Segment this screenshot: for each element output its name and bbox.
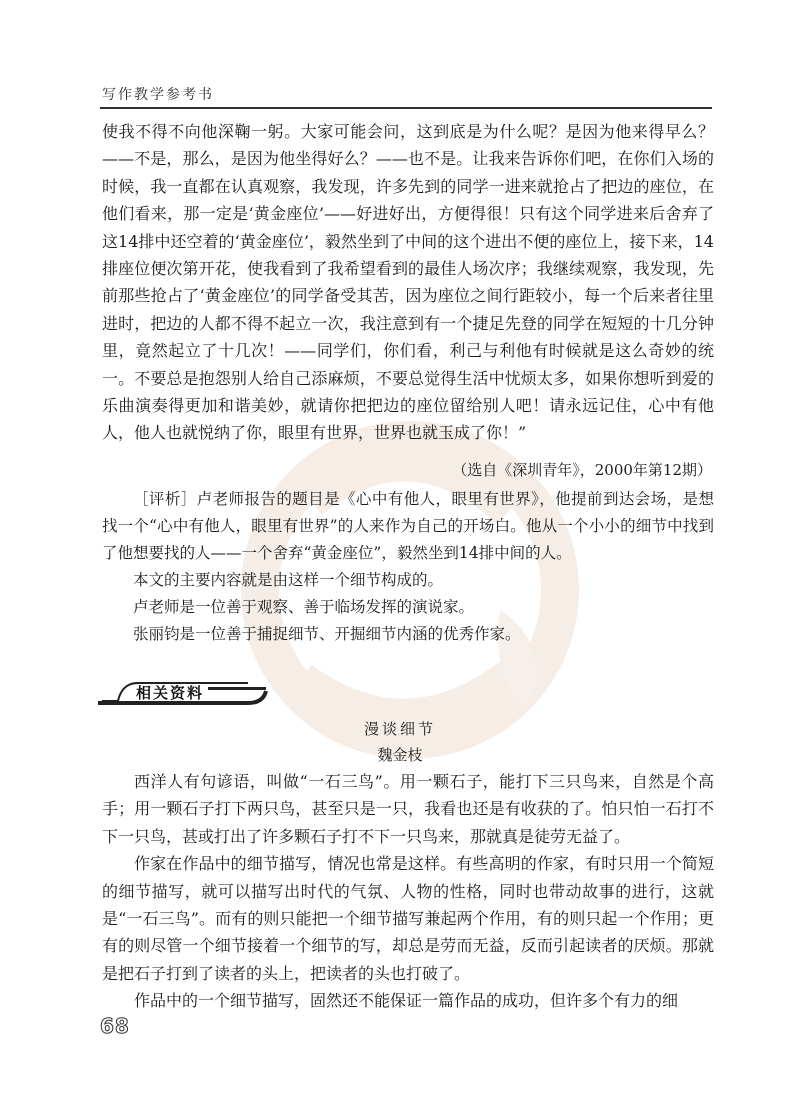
comment-text: 卢老师报告的题目是《心中有他人，眼里有世界》，他提前到达会场，是想找一个“心中有他人，眼里有世界”的人来作为自己的开场白。他从一个小小的细节中找到了他想要找的人——一个舍弃“黄金座位”，毅然坐到14排中间的人。 [102, 490, 714, 562]
comment-tag: ［评析］ [133, 490, 197, 508]
comment-line: 卢老师是一位善于观察、善于临场发挥的演说家。 [133, 598, 475, 616]
header-rule [100, 107, 712, 109]
article-paragraph: 作家在作品中的细节描写，情况也常是这样。有些高明的作家，有时只用一个简短的细节描写，就可以描写出时代的气氛、人物的性格，同时也带动故事的进行，这就是“一石三鸟”。而有的则只能把一个细节描写兼起两个作用，有的则只起一个作用；更有的则尽管一个细节接着一个细节的写，却总是劳而无益，反而引起读者的厌烦。那就是把石子打到了读者的头上，把读者的头也打破了。 [102, 854, 714, 983]
article-paragraph: 作品中的一个细节描写，固然还不能保证一篇作品的成功，但许多个有力的细 [134, 991, 679, 1011]
article-title: 漫谈细节 [363, 720, 436, 738]
running-header: 写作教学参考书 [102, 87, 214, 103]
comment-line: 本文的主要内容就是由这样一个细节构成的。 [133, 571, 444, 589]
section-banner [98, 677, 718, 709]
page-number: 68 [100, 1014, 130, 1038]
story-text [102, 118, 714, 447]
comment-block [102, 486, 714, 648]
source-citation: （选自《深圳青年》，2000年第12期） [452, 461, 712, 479]
article-body [102, 768, 714, 1015]
comment-line: 张丽钧是一位善于捕捉细节、开掘细节内涵的优秀作家。 [133, 625, 521, 643]
article-author: 魏金枝 [377, 746, 423, 764]
section-title: 相关资料 [136, 684, 205, 702]
story-paragraph: 使我不得不向他深鞠一躬。大家可能会问，这到底是为什么呢？是因为他来得早么？——不是，那么，是因为他坐得好么？——也不是。让我来告诉你们吧，在你们入场的时候，我一直都在认真观察，我发现，许多先到的同学一进来就抢占了把边的座位，在他们看来，那一定是‘黄金座位’——好进好出，方便得很！只有这个同学进来后舍弃了这14排中还空着的‘黄金座位’，毅然坐到了中间的这个进出不便的座位上，接下来，14排座位便次第开花，使我看到了我希望看到的最佳人场次序；我继续观察，我发现，先前那些抢占了‘黄金座位’的同学备受其苦，因为座位之间行距较小，每一个后来者往里进时，把边的人都不得不起立一次，我注意到有一个捷足先登的同学在短短的十几分钟里，竟然起立了十几次！——同学们，你们看，利己与利他有时候就是这么奇妙的统一。不要总是抱怨别人给自己添麻烦，不要总觉得生活中忧烦太多，如果你想听到爱的乐曲演奏得更加和谐美妙，就请你把把边的座位留给别人吧！请永远记住，心中有他人，他人也就悦纳了你，眼里有世界，世界也就玉成了你！” [102, 122, 714, 443]
article-paragraph: 西洋人有句谚语，叫做“一石三鸟”。用一颗石子，能打下三只鸟来，自然是个高手；用一颗石子打下两只鸟，甚至只是一只，我看也还是有收获的了。怕只怕一石打不下一只鸟，甚或打出了许多颗石子打不下一只鸟来，那就真是徒劳无益了。 [102, 772, 714, 846]
